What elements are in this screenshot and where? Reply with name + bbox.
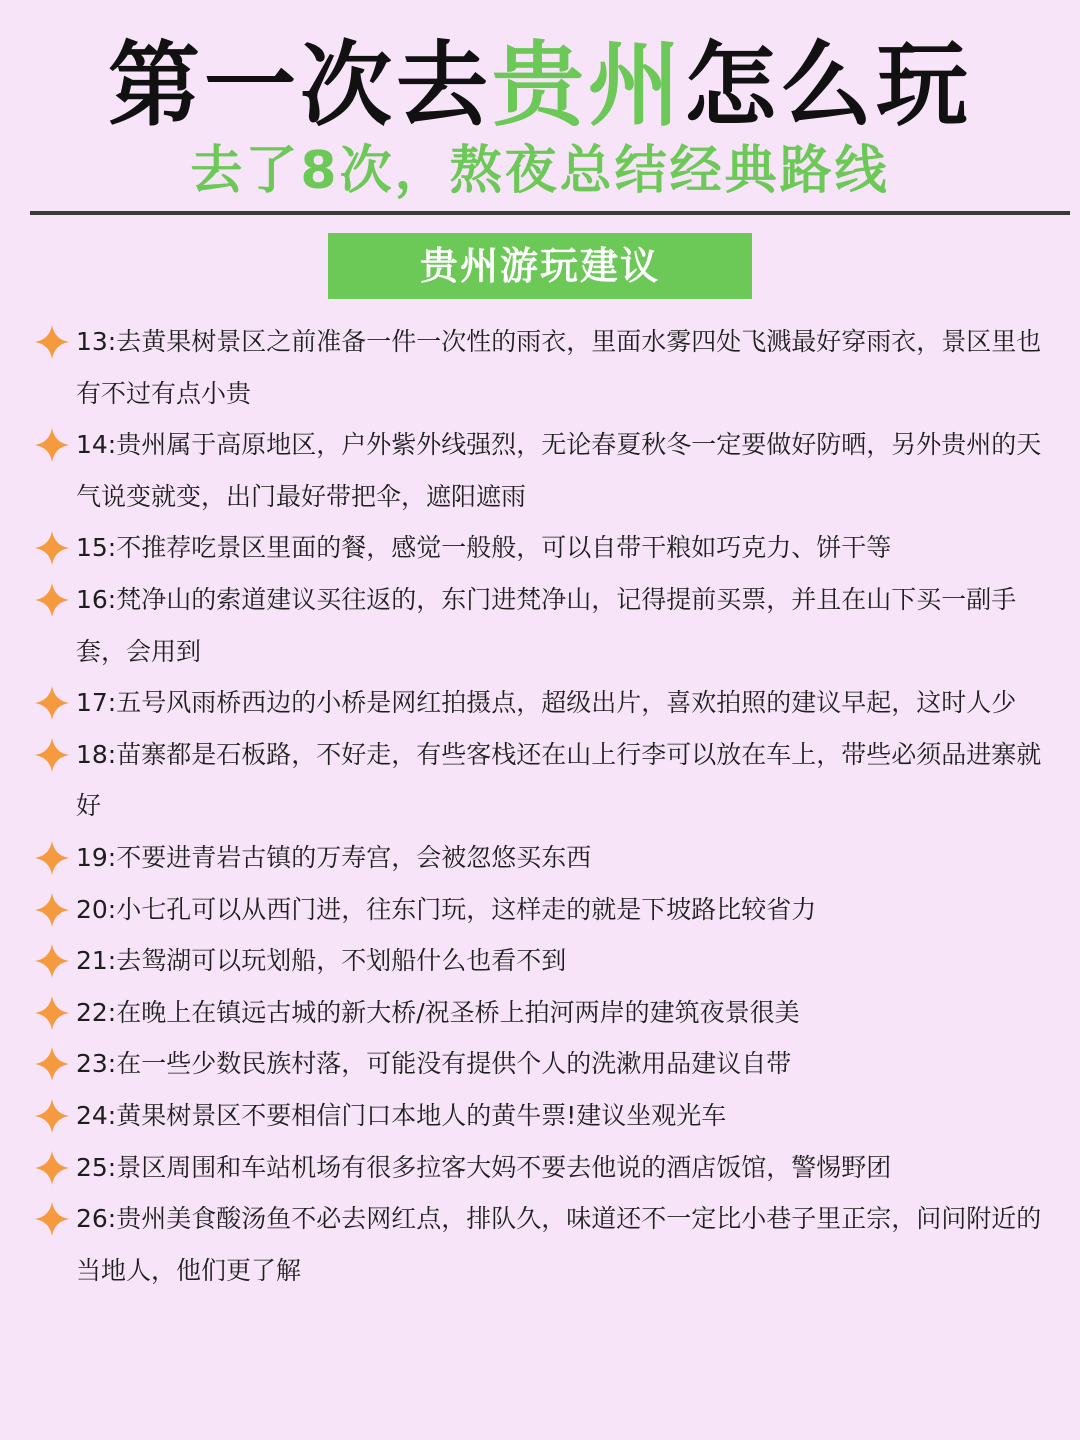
tip-item [34, 1142, 1050, 1194]
section-heading: 贵州游玩建议 [328, 233, 752, 299]
title-suffix: 怎么玩 [684, 32, 973, 139]
title-prefix: 第一次去 [107, 32, 492, 139]
four-point-star-icon [34, 892, 70, 928]
tip-item [34, 677, 1050, 729]
page-subtitle: 去了8次，熬夜总结经典路线 [190, 141, 890, 201]
four-point-star-icon [34, 685, 70, 721]
tip-item [34, 884, 1050, 936]
four-point-star-icon [34, 530, 70, 566]
four-point-star-icon [34, 1046, 70, 1082]
four-point-star-icon [34, 943, 70, 979]
tips-list [34, 316, 1050, 1296]
tip-text: 20:小七孔可以从西门进，往东门玩，这样走的就是下坡路比较省力 [76, 894, 817, 924]
four-point-star-icon [34, 995, 70, 1031]
tip-text: 17:五号风雨桥西边的小桥是网红拍摄点，超级出片，喜欢拍照的建议早起，这时人少 [76, 688, 1017, 718]
four-point-star-icon [34, 1201, 70, 1237]
tip-text: 21:去鸳湖可以玩划船，不划船什么也看不到 [76, 946, 567, 976]
title-highlight: 贵州 [491, 32, 684, 139]
tip-text: 16:梵净山的索道建议买往返的，东门进梵净山，记得提前买票，并且在山下买一副手套，会用到 [76, 584, 1017, 666]
tip-text: 19:不要进青岩古镇的万寿宫，会被忽悠买东西 [76, 842, 592, 872]
tip-text: 18:苗寨都是石板路，不好走，有些客栈还在山上行李可以放在车上，带些必须品进寨就好 [76, 739, 1042, 821]
tip-text: 15:不推荐吃景区里面的餐，感觉一般般，可以自带干粮如巧克力、饼干等 [76, 533, 892, 563]
four-point-star-icon [34, 840, 70, 876]
page-title [0, 32, 1080, 140]
tip-text: 24:黄果树景区不要相信门口本地人的黄牛票!建议坐观光车 [76, 1100, 727, 1130]
four-point-star-icon [34, 427, 70, 463]
tip-item [34, 316, 1050, 419]
four-point-star-icon [34, 582, 70, 618]
tip-text: 22:在晚上在镇远古城的新大桥/祝圣桥上拍河两岸的建筑夜景很美 [76, 997, 800, 1027]
tip-item [34, 935, 1050, 987]
tip-item [34, 987, 1050, 1039]
tip-item [34, 1038, 1050, 1090]
divider [30, 211, 1070, 215]
tip-item [34, 832, 1050, 884]
tip-item [34, 522, 1050, 574]
tip-item [34, 1193, 1050, 1296]
tip-item [34, 729, 1050, 832]
four-point-star-icon [34, 737, 70, 773]
tip-text: 26:贵州美食酸汤鱼不必去网红点，排队久，味道还不一定比小巷子里正宗，问问附近的当地人，他们更了解 [76, 1204, 1042, 1285]
four-point-star-icon [34, 324, 70, 360]
tip-item [34, 419, 1050, 522]
four-point-star-icon [34, 1098, 70, 1134]
tip-item [34, 574, 1050, 677]
tip-text: 23:在一些少数民族村落，可能没有提供个人的洗漱用品建议自带 [76, 1049, 792, 1079]
tip-text: 25:景区周围和车站机场有很多拉客大妈不要去他说的酒店饭馆，警惕野团 [76, 1152, 892, 1182]
tip-text: 14:贵州属于高原地区，户外紫外线强烈，无论春夏秋冬一定要做好防晒，另外贵州的天气说变就变，出门最好带把伞，遮阳遮雨 [76, 430, 1042, 511]
tip-text: 13:去黄果树景区之前准备一件一次性的雨衣，里面水雾四处飞溅最好穿雨衣，景区里也有不过有点小贵 [76, 327, 1042, 408]
four-point-star-icon [34, 1150, 70, 1186]
tip-item [34, 1090, 1050, 1142]
